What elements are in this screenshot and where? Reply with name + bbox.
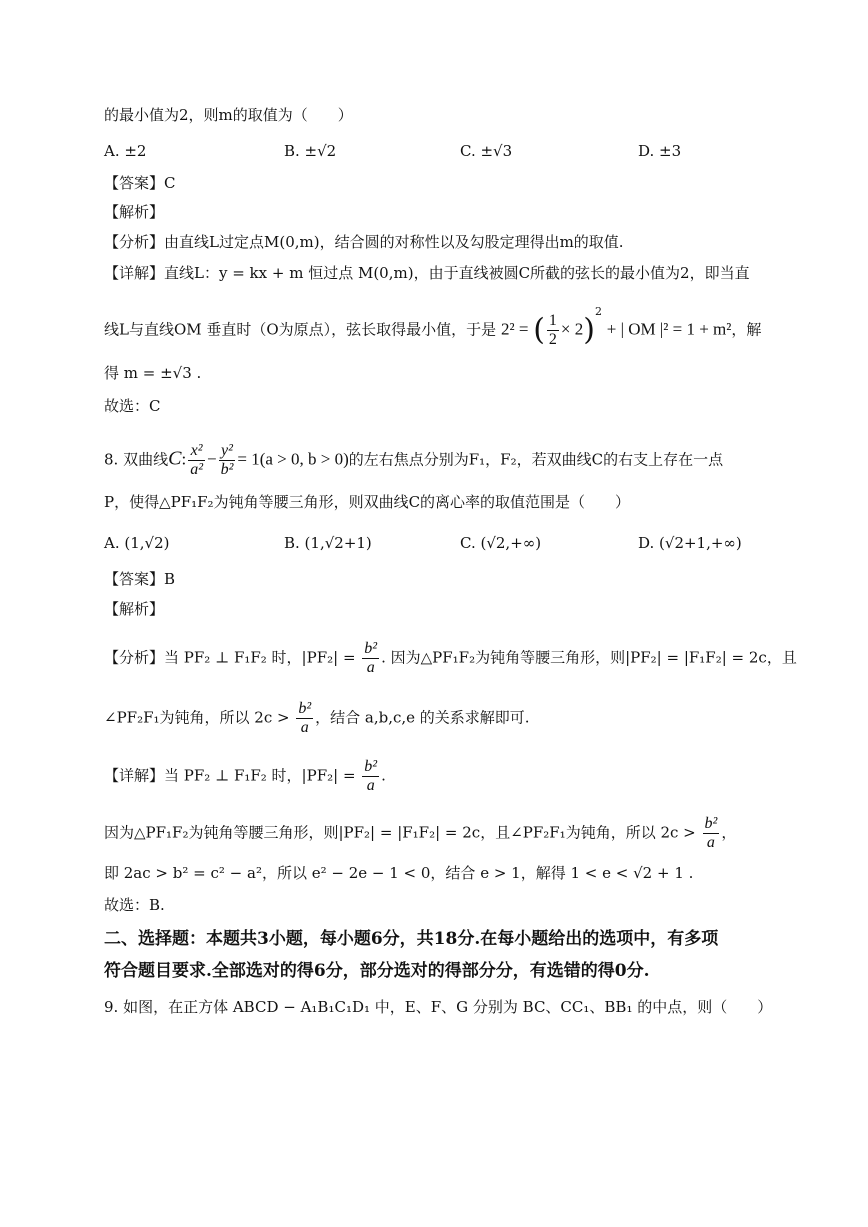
q7-eq-half: $\frac{1}{2}$ xyxy=(548,312,557,348)
section2-heading-line1: 二、选择题：本题共3小题，每小题6分，共18分.在每小题给出的选项中，有多项 xyxy=(104,929,719,949)
q8-option-c: C. (√2,+∞) xyxy=(460,534,542,552)
q8-stem-b: 的左右焦点分别为F₁，F₂，若双曲线C的右支上存在一点 xyxy=(348,450,724,469)
q8-xiangjie-label: 【详解】 xyxy=(104,766,165,785)
q8-xiangjie-l1a: 当 PF₂ ⊥ F₁F₂ 时，|PF₂| = xyxy=(164,766,356,785)
q8-frac-b2a-2: $\frac{\text{b²}}{a}$ xyxy=(298,700,312,736)
q7-eq-times2: × 2 xyxy=(560,319,584,339)
q8-stem-line1: 8. 双曲线C: $\frac{\text{x²}}{\text{a²}}$ − $\frac{\text{y²}}{\text{b²}}$ = 1(a > 0, b > 0)的左右焦点分别为F₁，F₂，若双曲线C的右支上存在一点 xyxy=(104,442,724,478)
q8-choose: 故选：B. xyxy=(104,896,165,914)
q7-option-d: D. ±3 xyxy=(638,142,682,160)
q7-eq-rhs: + | OM |² = 1 + m² xyxy=(606,319,732,339)
q7-option-b: B. ±√2 xyxy=(284,142,337,160)
q8-option-b: B. (1,√2+1) xyxy=(284,534,372,552)
q8-number: 8. xyxy=(104,450,119,469)
q7-fenxi-text: 由直线L过定点M(0,m)，结合圆的对称性以及勾股定理得出m的取值. xyxy=(164,233,624,251)
q8-option-a: A. (1,√2) xyxy=(104,534,170,552)
q8-fenxi-l2a: ∠PF₂F₁为钝角，所以 2c > xyxy=(104,708,290,727)
q8-xiangjie-l2a: 因为△PF₁F₂为钝角等腰三角形，则|PF₂| = |F₁F₂| = 2c，且∠PF₂F₁为钝角，所以 2c > xyxy=(104,823,696,842)
section2-heading-line2: 符合题目要求.全部选对的得6分，部分选对的得部分分，有选错的得0分. xyxy=(104,961,650,981)
q7-eq-paren-open: ( xyxy=(533,312,545,348)
q9-stem: 9. 如图，在正方体 ABCD − A₁B₁C₁D₁ 中，E、F、G 分别为 BC、CC₁、BB₁ 的中点，则（ ） xyxy=(104,998,773,1016)
q7-fenxi-label: 【分析】 xyxy=(104,233,165,251)
q7-eq-paren-close: ) xyxy=(583,312,595,348)
q8-xiangjie-l1b: . xyxy=(381,766,386,785)
q7-option-a: A. ±2 xyxy=(104,142,147,160)
q8-frac-y2b2: $\frac{\text{y²}}{\text{b²}}$ xyxy=(220,442,234,478)
q8-frac-b2a-1: $\frac{\text{b²}}{a}$ xyxy=(364,640,378,676)
q8-xiangjie-l2b: ， xyxy=(721,823,737,842)
q8-fenxi-l2b: ，结合 a,b,c,e 的关系求解即可. xyxy=(315,708,530,727)
q8-fenxi-l1a: 当 PF₂ ⊥ F₁F₂ 时，|PF₂| = xyxy=(164,648,356,667)
q7-answer: 【答案】C xyxy=(104,174,176,192)
q8-fenxi-label: 【分析】 xyxy=(104,648,165,667)
q8-option-d: D. (√2+1,+∞) xyxy=(638,534,742,552)
q7-jiexi-label: 【解析】 xyxy=(104,203,165,221)
q7-xiangjie-text2a: 线L与直线OM 垂直时（O为原点），弦长取得最小值，于是 xyxy=(104,320,497,339)
q7-choose: 故选：C xyxy=(104,397,161,415)
q7-xiangjie-line1 xyxy=(104,262,750,284)
q8-fenxi-line2 xyxy=(104,700,530,737)
q8-hyper-rhs: = 1(a > 0, b > 0) xyxy=(237,449,349,469)
q8-stem-line2: P，使得△PF₁F₂为钝角等腰三角形，则双曲线C的离心率的取值范围是（ ） xyxy=(104,493,631,511)
q7-xiangjie-text1: 直线L：y = kx + m 恒过点 M(0,m)，由于直线被圆C所截的弦长的最小值为2，即当直 xyxy=(164,264,750,282)
q8-xiangjie-line1 xyxy=(104,758,386,795)
q7-eq-square: 2 xyxy=(594,304,602,318)
q8-stem-a: 双曲线 xyxy=(123,450,169,469)
q7-stem-end: 的最小值为2，则m的取值为（ ） xyxy=(104,106,353,124)
q8-curve-c: C xyxy=(168,447,182,470)
q8-frac-b2a-4: $\frac{\text{b²}}{a}$ xyxy=(704,815,718,851)
q7-xiangjie-line3: 得 m = ±√3 . xyxy=(104,364,202,382)
q7-option-c: C. ±√3 xyxy=(460,142,513,160)
q8-frac-x2a2: $\frac{\text{x²}}{\text{a²}}$ xyxy=(190,442,203,478)
q7-xiangjie-text2b: ，解 xyxy=(731,320,762,339)
q7-fenxi xyxy=(104,231,624,253)
q7-xiangjie-label: 【详解】 xyxy=(104,264,165,282)
q8-frac-b2a-3: $\frac{\text{b²}}{a}$ xyxy=(364,758,378,794)
q8-jiexi-label: 【解析】 xyxy=(104,600,165,618)
q8-fenxi-l1b: . 因为△PF₁F₂为钝角等腰三角形，则|PF₂| = |F₁F₂| = 2c，且 xyxy=(381,648,797,667)
q8-fenxi-line1 xyxy=(104,640,797,677)
q7-eq-lhs: 2² = xyxy=(500,319,529,339)
q7-xiangjie-line2 xyxy=(104,304,762,349)
q8-answer: 【答案】B xyxy=(104,570,176,588)
q8-xiangjie-line3: 即 2ac > b² = c² − a²，所以 e² − 2e − 1 < 0，结合 e > 1，解得 1 < e < √2 + 1 . xyxy=(104,864,694,882)
q8-xiangjie-line2 xyxy=(104,815,736,852)
